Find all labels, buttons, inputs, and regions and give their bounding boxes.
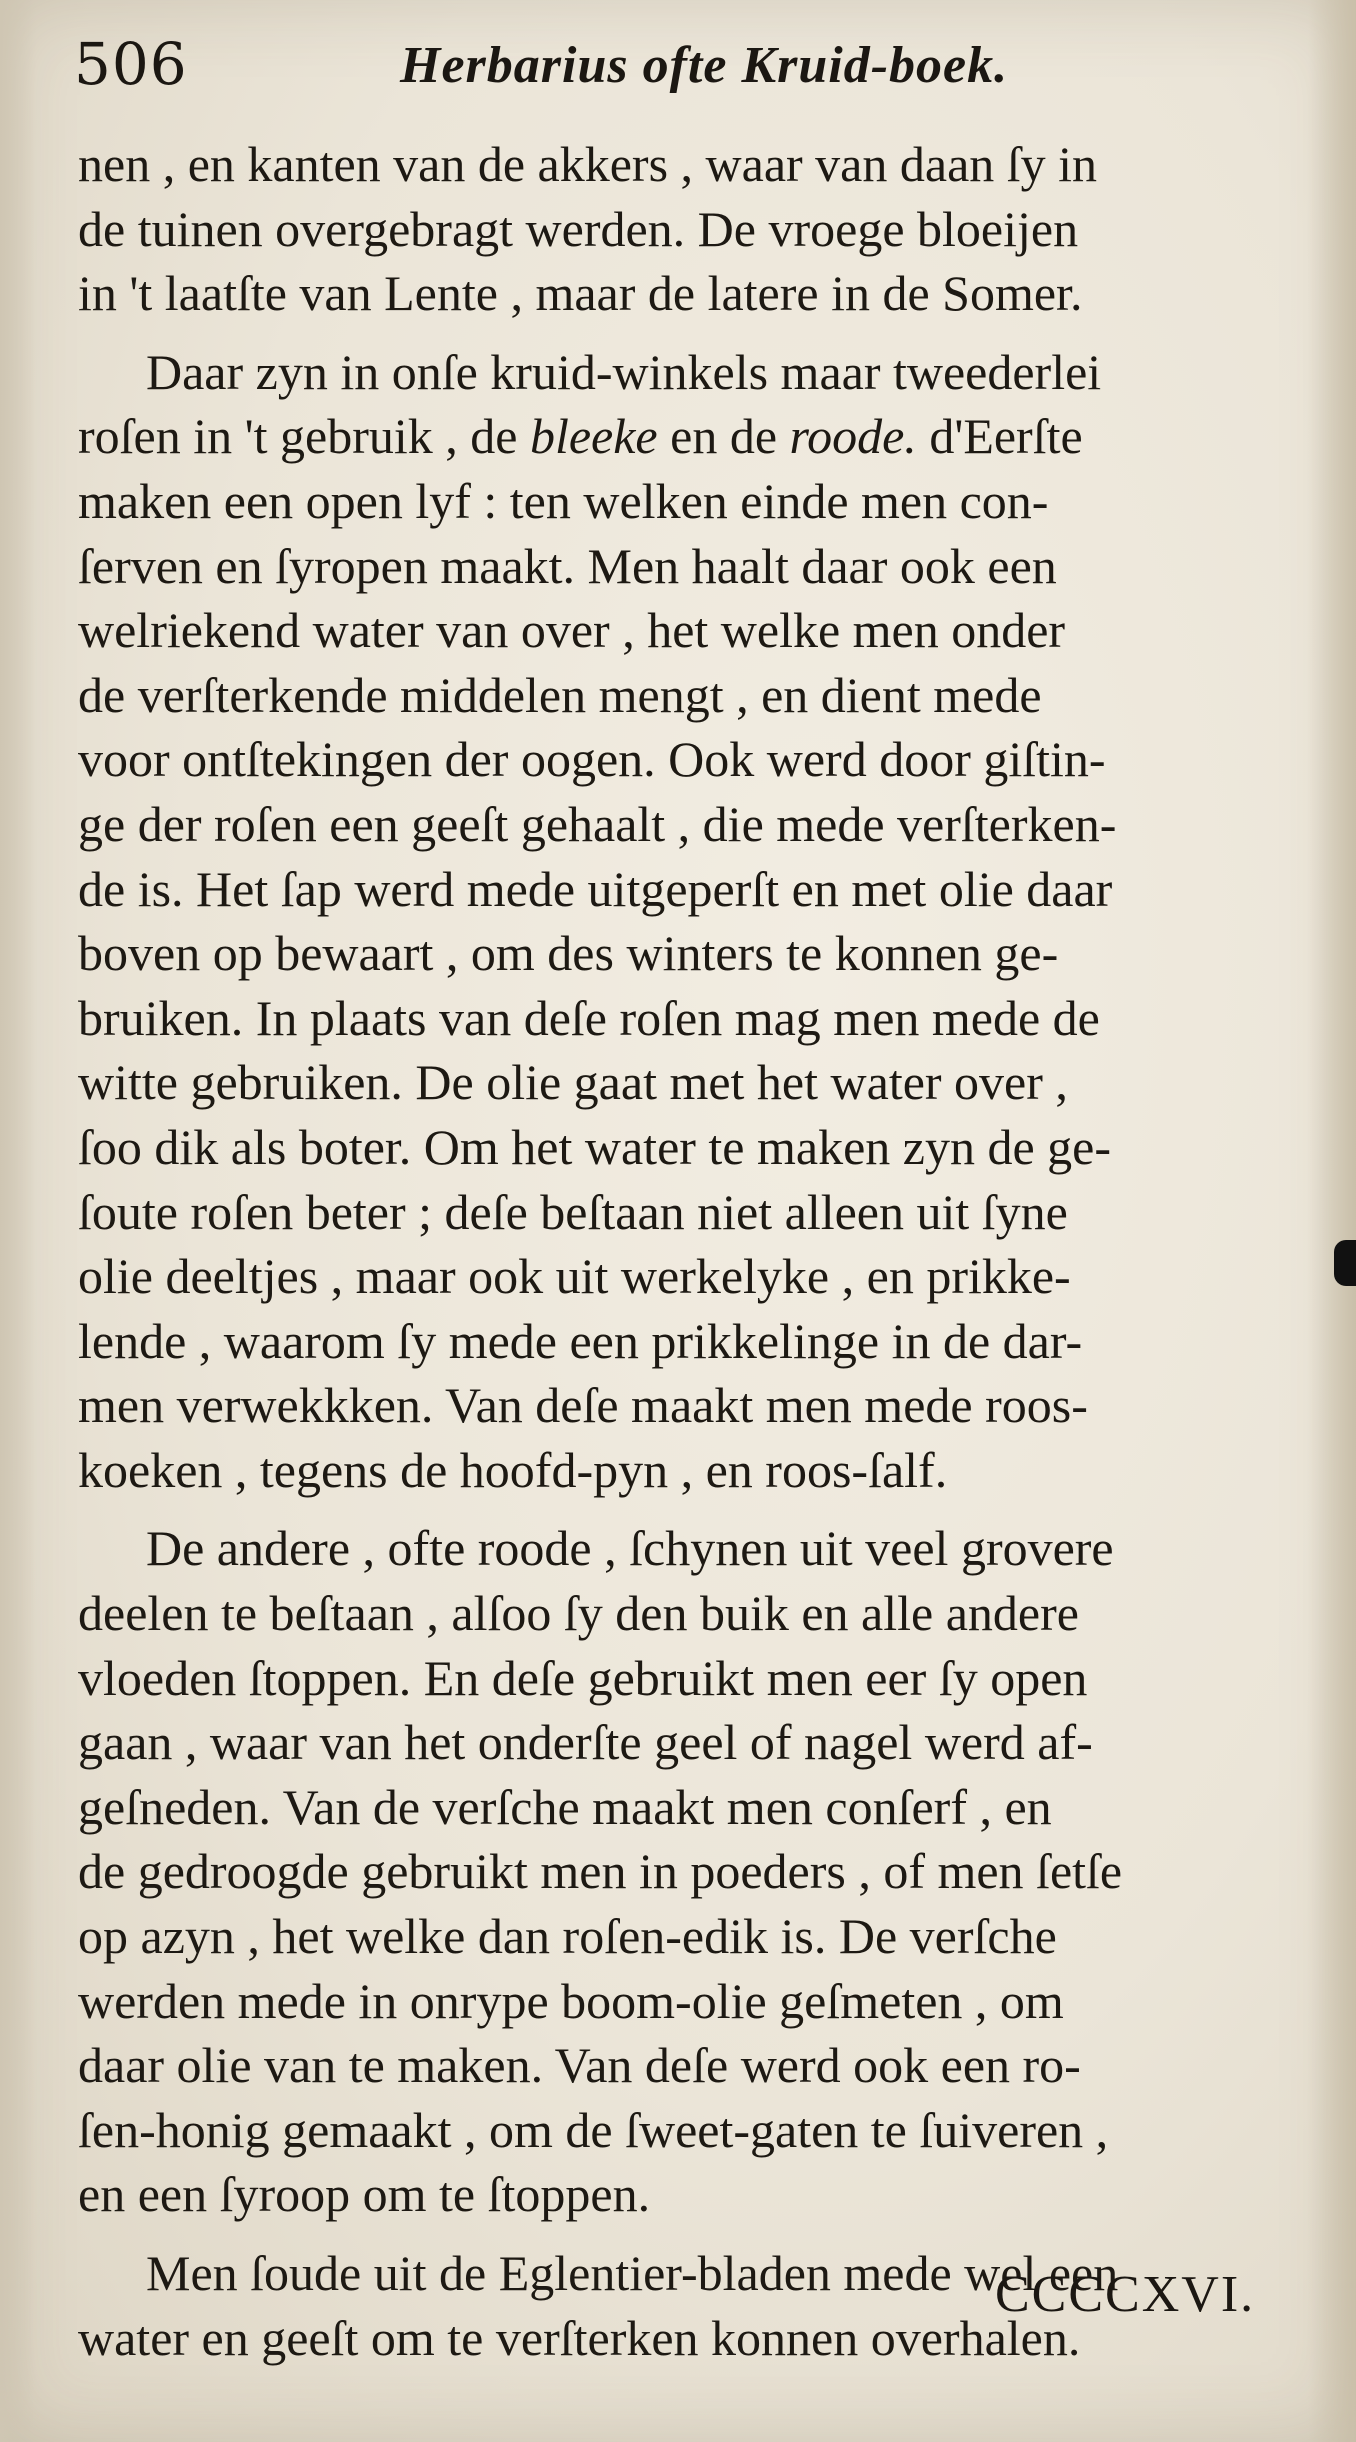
text-line (78, 663, 1298, 728)
text-line (78, 1438, 1298, 1503)
text-segment: koeken , tegens de hoofd-pyn , en roos-ſalf. (78, 1441, 948, 1498)
text-segment: gaan , waar van het onderſte geel of nagel werd af- (78, 1714, 1093, 1771)
text-line (78, 1775, 1298, 1840)
text-line (78, 261, 1298, 326)
text-segment: bruiken. In plaats van deſe roſen mag men mede de (78, 989, 1100, 1046)
text-segment: de is. Het ſap werd mede uitgeperſt en met olie daar (78, 860, 1113, 917)
text-line (78, 132, 1298, 197)
text-segment: vloeden ſtoppen. En deſe gebruikt men eer ſy open (78, 1649, 1088, 1706)
text-segment: in 't laatſte van Lente , maar de latere in de Somer. (78, 265, 1083, 322)
italic-term: roode. (789, 408, 917, 465)
text-segment: ſoute roſen beter ; deſe beſtaan niet alleen uit ſyne (78, 1183, 1068, 1240)
text-line (78, 340, 1298, 405)
text-segment: men verwekkken. Van deſe maakt men mede roos- (78, 1377, 1088, 1434)
text-line (78, 534, 1298, 599)
text-line (78, 1244, 1298, 1309)
text-line (78, 986, 1298, 1051)
text-line (78, 2162, 1298, 2227)
text-segment: ſen-honig gemaakt , om de ſweet-gaten te ſuiveren , (78, 2101, 1109, 2158)
paragraph (78, 1516, 1298, 2227)
text-segment: voor ontſtekingen der oogen. Ook werd door giſtin- (78, 731, 1106, 788)
text-segment: olie deeltjes , maar ook uit werkelyke , en prikke- (78, 1248, 1071, 1305)
text-segment: lende , waarom ſy mede een prikkelinge in de dar- (78, 1312, 1083, 1369)
text-line (78, 921, 1298, 986)
text-segment: de gedroogde gebruikt men in poeders , of men ſetſe (78, 1843, 1123, 1900)
text-segment: werden mede in onrype boom-olie geſmeten , om (78, 1972, 1064, 2029)
text-line (78, 1373, 1298, 1438)
text-segment: de verſterkende middelen mengt , en dient mede (78, 666, 1042, 723)
paragraph (78, 340, 1298, 1503)
text-segment: op azyn , het welke dan roſen-edik is. De verſche (78, 1908, 1057, 1965)
text-line (78, 792, 1298, 857)
text-line (78, 1646, 1298, 1711)
page-number: 506 (74, 30, 188, 98)
text-segment: boven op bewaart , om des winters te konnen ge- (78, 925, 1059, 982)
text-segment: welriekend water van over , het welke men onder (78, 602, 1066, 659)
text-line (78, 2033, 1298, 2098)
text-line (78, 1710, 1298, 1775)
paragraph-gap (78, 326, 1298, 340)
paragraph (78, 132, 1298, 326)
text-segment: ge der roſen een geeſt gehaalt , die mede verſterken- (78, 795, 1117, 852)
text-segment: de tuinen overgebragt werden. De vroege bloeijen (78, 200, 1079, 257)
text-line (78, 404, 1298, 469)
ink-spot (1334, 1240, 1356, 1286)
text-segment: De andere , ofte roode , ſchynen uit veel grovere (146, 1520, 1114, 1577)
text-segment: daar olie van te maken. Van deſe werd ook een ro- (78, 2037, 1081, 2094)
text-line (78, 1581, 1298, 1646)
text-line (78, 1516, 1298, 1581)
text-line (78, 598, 1298, 663)
italic-term: bleeke (529, 408, 658, 465)
text-line (78, 1115, 1298, 1180)
text-segment: Men ſoude uit de Eglentier-bladen mede wel een (146, 2245, 1119, 2301)
text-segment: d'Eerſte (916, 408, 1083, 465)
text-line (78, 1904, 1298, 1969)
body-text (78, 132, 1298, 2370)
text-segment: roſen in 't gebruik , de (78, 408, 530, 465)
text-segment: en een ſyroop om te ſtoppen. (78, 2166, 651, 2223)
text-segment: ſoo dik als boter. Om het water te maken zyn de ge- (78, 1118, 1112, 1175)
text-segment: en de (657, 408, 790, 465)
text-line (78, 197, 1298, 262)
text-segment: witte gebruiken. De olie gaat met het water over , (78, 1054, 1068, 1111)
text-segment: maken een open lyf : ten welken einde men con- (78, 472, 1049, 529)
text-line (78, 1050, 1298, 1115)
text-segment: geſneden. Van de verſche maakt men conſerf , en (78, 1778, 1052, 1835)
text-line (78, 727, 1298, 792)
text-line (78, 1969, 1298, 2034)
paragraph-gap (78, 1502, 1298, 1516)
running-title: Herbarius ofte Kruid-boek. (400, 37, 1009, 94)
text-segment: Daar zyn in onſe kruid-winkels maar tweederlei (146, 343, 1102, 400)
text-line (78, 1309, 1298, 1374)
text-segment: water en geeſt om te verſterken konnen overhalen. (78, 2309, 1081, 2366)
text-line (78, 1839, 1298, 1904)
page-header (74, 30, 1314, 120)
page-gutter-shadow (0, 0, 36, 2442)
text-segment: nen , en kanten van de akkers , waar van daan ſy in (78, 136, 1098, 192)
paragraph-gap (78, 2227, 1298, 2241)
text-line (78, 857, 1298, 922)
catchword: CCCCXVI. (995, 2266, 1256, 2323)
text-line (78, 2098, 1298, 2163)
text-line (78, 469, 1298, 534)
text-line (78, 1180, 1298, 1245)
page-edge-shadow (1308, 0, 1356, 2442)
text-segment: deelen te beſtaan , alſoo ſy den buik en alle andere (78, 1585, 1079, 1642)
text-segment: ſerven en ſyropen maakt. Men haalt daar ook een (78, 537, 1057, 594)
